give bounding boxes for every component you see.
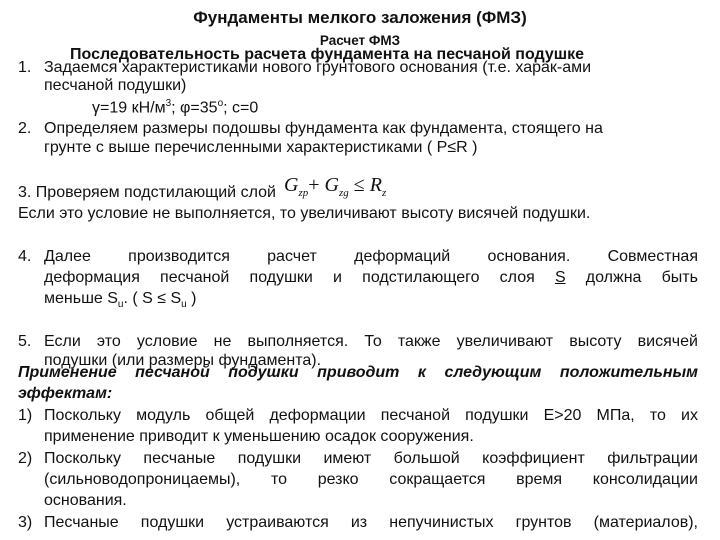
item1-params: γ=19 $кН/м^3$; $\varphi=35^о$; c=0 <box>92 98 259 117</box>
effect2-line3: основания. <box>44 492 127 509</box>
item5-number: 5. <box>18 333 32 350</box>
item4-number: 4. <box>18 248 32 265</box>
effect2-line1: Поскольку песчаные подушки имеют большой коэффициент фильтрации <box>44 450 698 467</box>
stress-check-formula: $G_{zp}+ G_{zg} \le R_z$ <box>284 174 387 199</box>
effect1-number: 1) <box>18 407 33 424</box>
item2-line1: Определяем размеры подошвы фундамента как фундамента, стоящего на <box>44 120 603 137</box>
effect2-number: 2) <box>18 450 33 467</box>
section-heading: Последовательность расчета фундамента на песчаной подушке <box>70 46 585 63</box>
effect2-line2: (сильноводопроницаемы), то резко сокращается время консолидации <box>44 471 698 488</box>
effect1-line2: применение приводит к уменьшению осадок сооружения. <box>44 428 474 445</box>
effect1-line1: Поскольку модуль общей деформации песчаной подушки E>20 МПа, то их <box>44 407 698 424</box>
effects-heading-line2: эффектам: <box>18 385 113 402</box>
item2-line2: грунте с выше перечисленными характеристиками ( P≤R ) <box>44 139 478 156</box>
item4-line1: Далее производится расчет деформаций основания. Совместная <box>44 248 698 265</box>
item5-line1: Если это условие не выполняется. То также увеличивают высоту висячей <box>44 333 698 350</box>
item1-line2: песчаной подушки) <box>44 77 187 94</box>
item5-line2: подушки (или размеры фундамента). <box>44 352 322 369</box>
item2-number: 2. <box>18 120 32 137</box>
item4-line2: деформация песчаной подушки и подстилающего слоя S должна быть <box>44 269 698 286</box>
item4-line3: меньше $S_u$. ( $S \le S_u$ ) <box>44 290 197 311</box>
page-title: Фундаменты мелкого заложения (ФМЗ) <box>193 8 527 27</box>
item3-line2: Если это условие не выполняется, то увеличивают высоту висячей подушки. <box>18 205 591 222</box>
effects-heading-line1: Применение песчаной подушки приводит к следующим положительным <box>18 364 698 381</box>
effect3-line1: Песчаные подушки устраиваются из непучинистых грунтов (материалов), <box>44 514 698 531</box>
item1-line1: Задаемся характеристиками нового грунтового основания (т.е. харак-ами <box>44 59 592 76</box>
item3-line1: 3. Проверяем подстилающий слой <box>18 184 276 201</box>
item1-number: 1. <box>18 59 32 76</box>
page-subtitle: Расчет ФМЗ <box>319 33 401 48</box>
effect3-number: 3) <box>18 514 33 531</box>
